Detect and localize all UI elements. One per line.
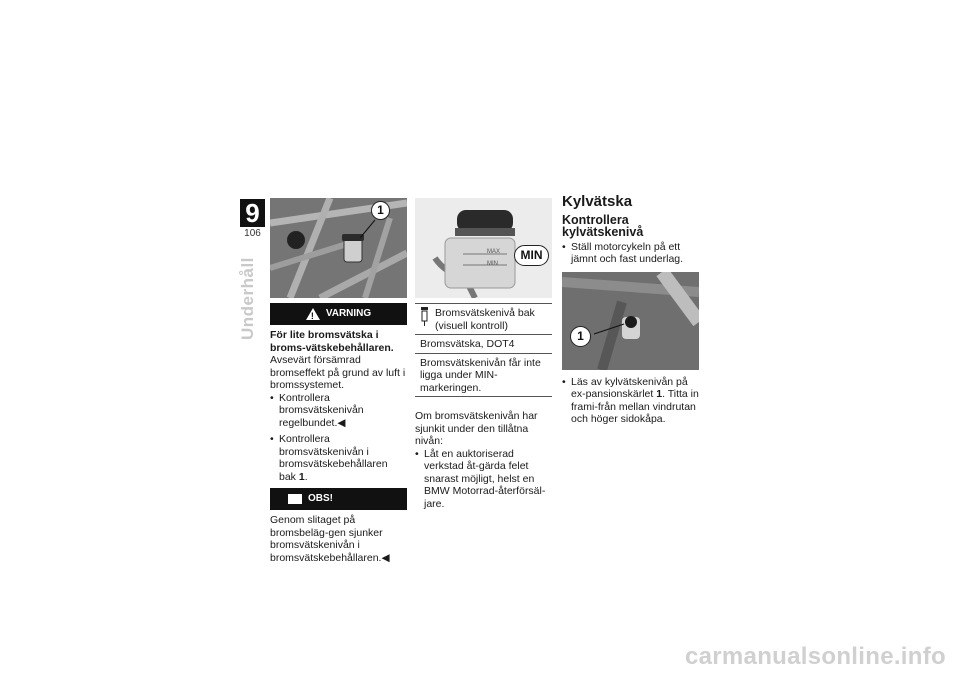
bullet-text: Kontrollera bromsvätskenivån i bromsvätskebehållaren bak	[279, 433, 388, 483]
bullet-item: • Låt en auktoriserad verkstad åt-gärda felet snarast möjligt, helst en BMW Motorrad-återförsäl-jare.	[415, 448, 552, 511]
spec-row: Bromsvätska, DOT4	[415, 335, 552, 354]
bullet-text: Läs av kylvätskenivån på ex-pansionskärlet	[571, 375, 688, 400]
min-callout: MIN	[514, 245, 549, 266]
bullet-item	[270, 433, 407, 483]
warning-label: VARNING	[325, 307, 372, 319]
max-marking: MAX	[487, 249, 501, 255]
action-bullet-list	[415, 448, 552, 511]
column-left	[270, 198, 407, 564]
warning-title: För lite bromsvätska i broms-vätskebehållaren.	[270, 329, 394, 354]
watermark: carmanualsonline.info	[684, 643, 946, 670]
bullet-item	[562, 376, 699, 426]
note-text: Genom slitaget på bromsbeläg-gen sjunker bromsvätskenivån i bromsvätskebehållaren.◀	[270, 514, 390, 564]
spec-title: Bromsvätskenivå bak (visuell kontroll)	[435, 307, 535, 332]
warning-text: Avsevärt försämrad bromseffekt på grund av luft i bromssystemet.	[270, 354, 406, 391]
column-middle	[415, 198, 552, 510]
warning-banner	[270, 303, 407, 325]
warning-bullet-list	[270, 392, 407, 484]
section-subheading: Kontrollera kylvätskenivå	[562, 212, 644, 239]
condition-text: Om bromsvätskenivån har sjunkit under den tillåtna nivån:	[415, 410, 538, 447]
brake-reservoir-photo	[270, 198, 407, 298]
bullet-end: .	[304, 470, 308, 483]
section-heading: Kylvätska	[562, 193, 633, 210]
min-marking: MIN	[487, 261, 498, 267]
page-number: 106	[244, 228, 261, 239]
chapter-title: Underhåll	[238, 257, 257, 340]
warning-triangle-icon: !	[306, 308, 320, 320]
bullet-text-end: . Titta in frami-från mellan vindrutan och höger sidokåpa.	[571, 388, 699, 425]
spec-row: Bromsvätskenivån får inte ligga under MIN-markeringen.	[415, 353, 552, 397]
spec-row	[415, 304, 552, 335]
bullet-item: • Ställ motorcykeln på ett jämnt och fast underlag.	[562, 241, 699, 266]
chapter-tab	[240, 199, 265, 239]
chapter-number: 9	[240, 199, 265, 227]
column-right	[562, 193, 699, 426]
coolant-tank-illustration	[562, 272, 699, 370]
prep-bullet-list	[562, 241, 699, 266]
note-banner	[270, 488, 407, 510]
reservoir-level-photo	[415, 198, 552, 298]
photo-callout-1: 1	[570, 326, 591, 347]
photo-callout-1: 1	[371, 201, 390, 220]
reservoir-icon	[420, 307, 429, 327]
reference-number: 1	[656, 388, 663, 400]
spec-table	[415, 303, 552, 397]
read-bullet-list	[562, 376, 699, 426]
reference-number: 1	[298, 470, 305, 483]
bullet-item: • Kontrollera bromsvätskenivån regelbundet.◀	[270, 392, 407, 430]
note-label: OBS!	[308, 492, 333, 504]
coolant-tank-photo	[562, 272, 699, 370]
hand-pointer-icon	[288, 494, 302, 504]
